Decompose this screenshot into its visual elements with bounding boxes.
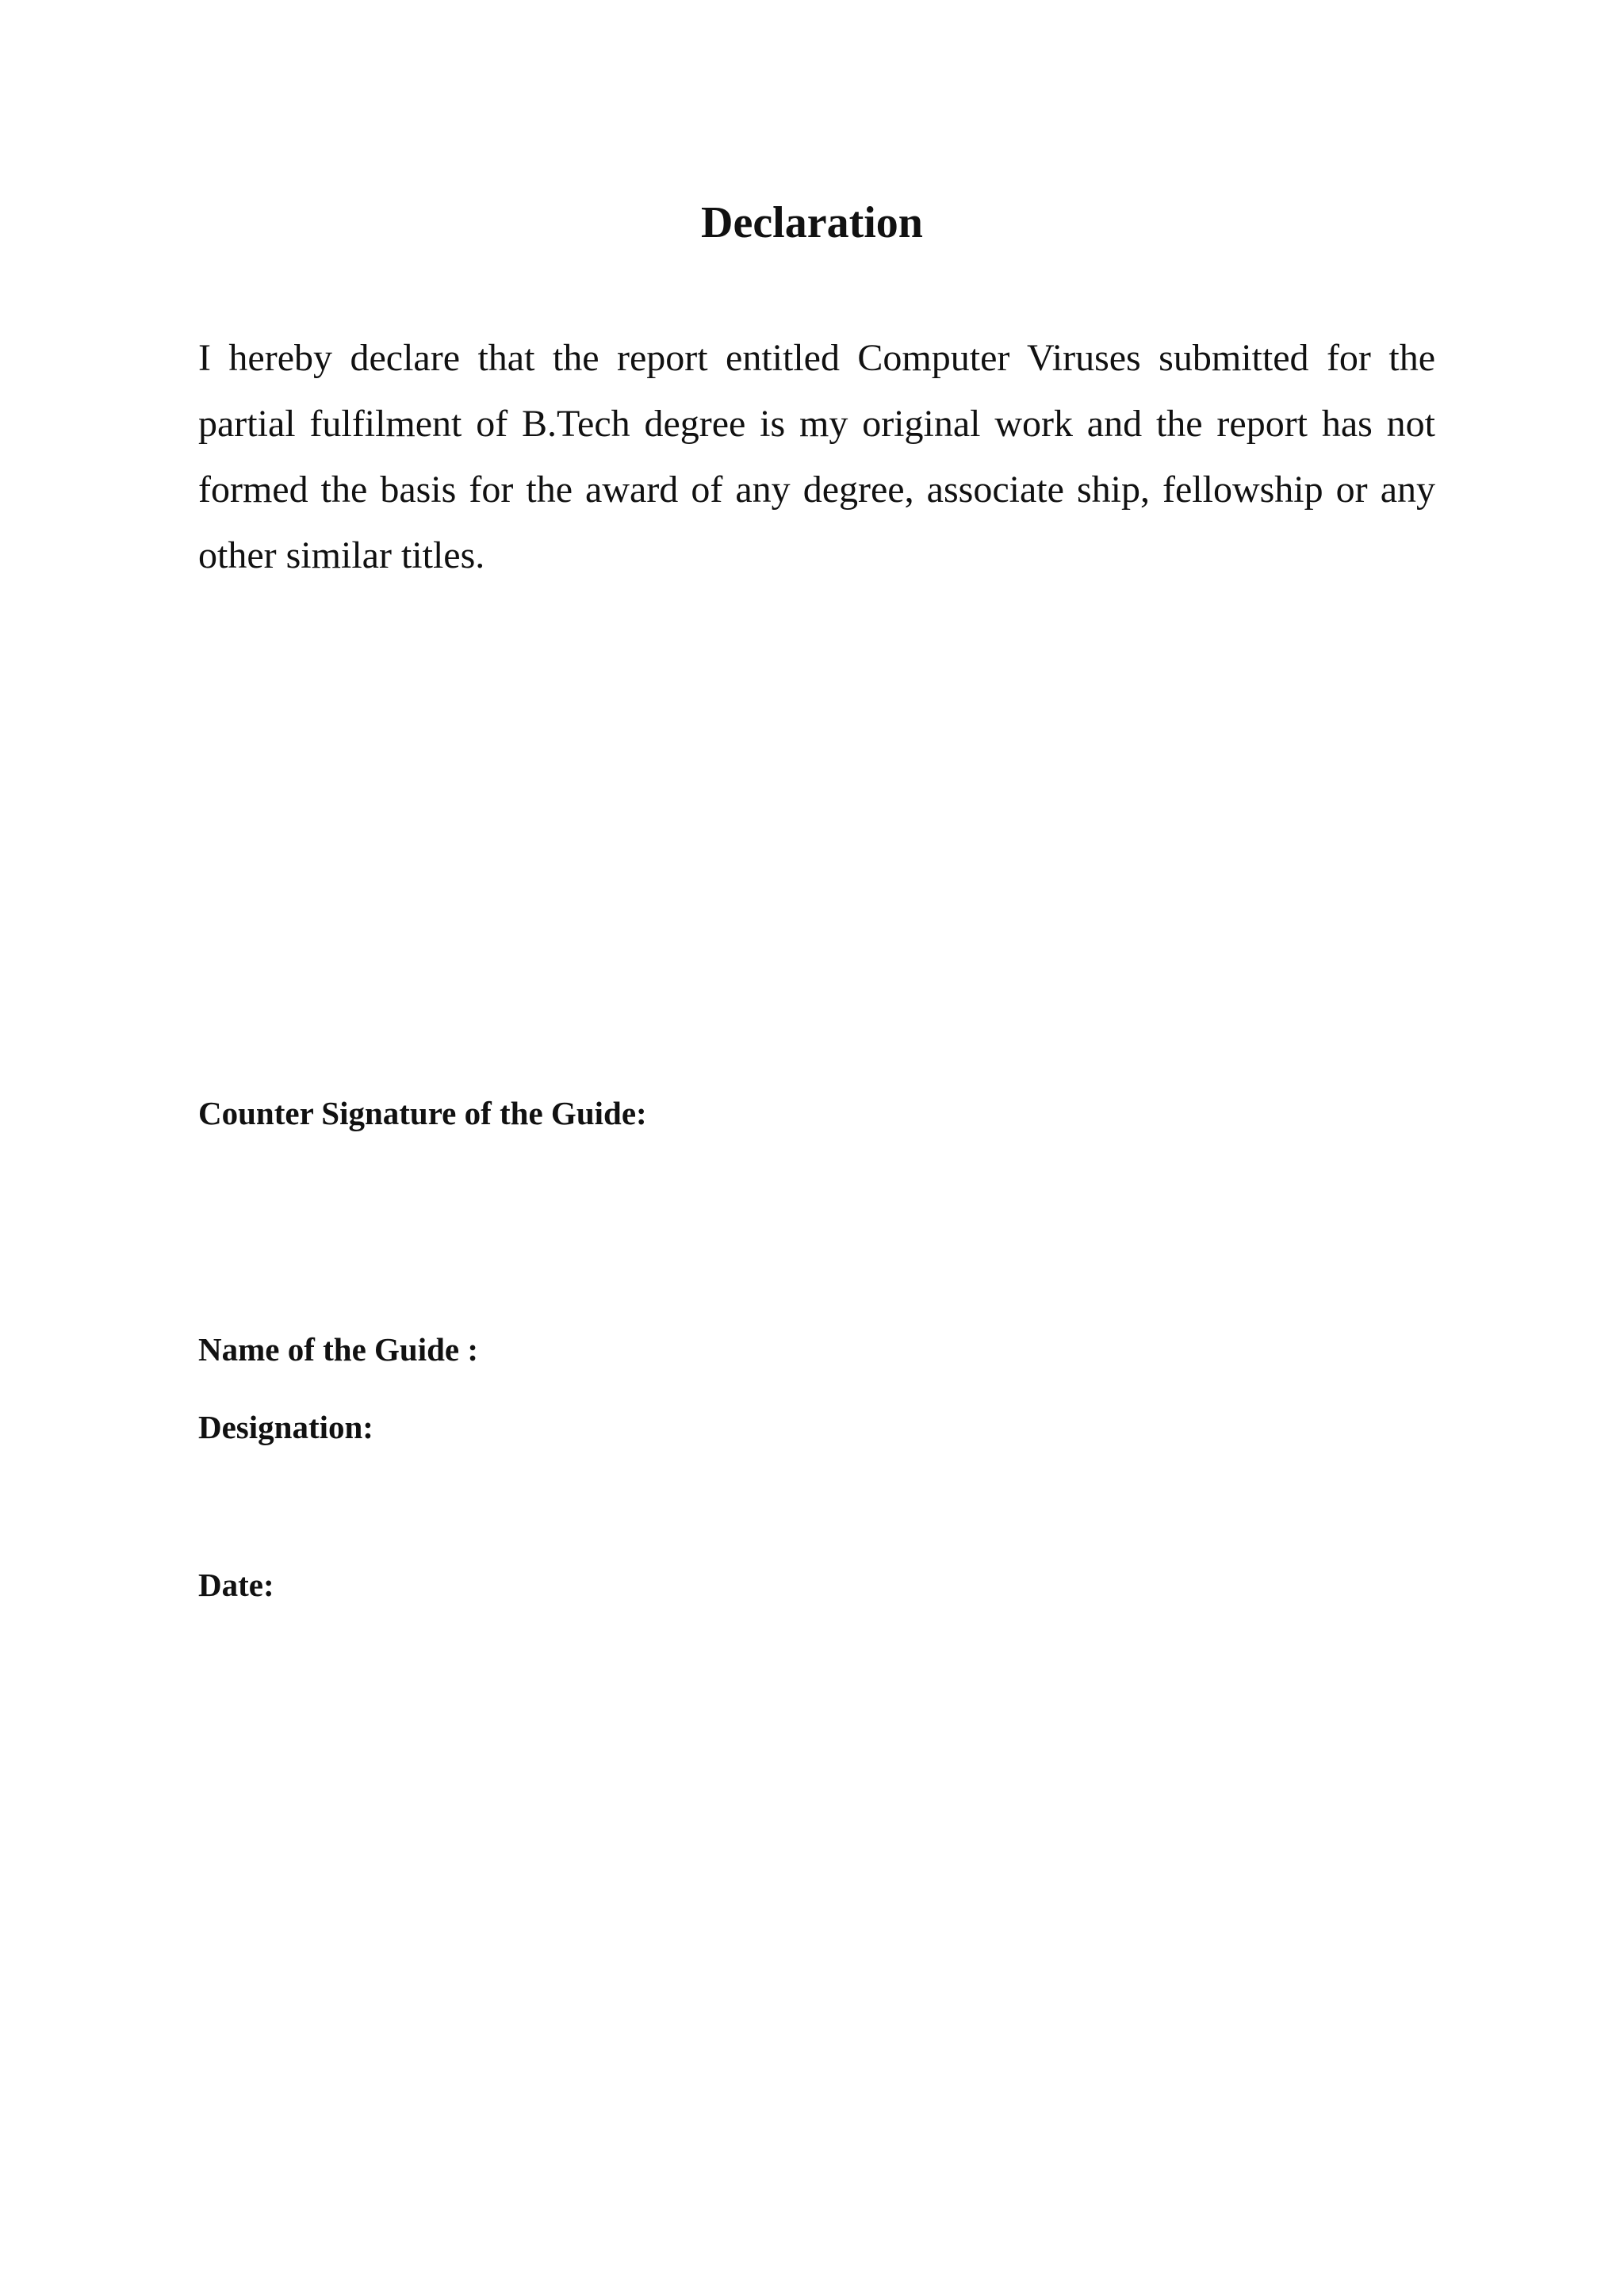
paragraph-line: partial fulfilment of B.Tech degree is my original work and the report has not bbox=[198, 403, 1435, 445]
guide-name-label: Name of the Guide : bbox=[198, 1331, 479, 1368]
paragraph-line: other similar titles. bbox=[198, 534, 485, 576]
declaration-paragraph bbox=[198, 325, 1435, 588]
designation-label: Designation: bbox=[198, 1409, 373, 1445]
paragraph-line: I hereby declare that the report entitled Computer Viruses submitted for the bbox=[198, 337, 1435, 379]
paragraph-line: formed the basis for the award of any degree, associate ship, fellowship or any bbox=[198, 469, 1435, 511]
counter-signature-label: Counter Signature of the Guide: bbox=[198, 1095, 647, 1131]
date-label: Date: bbox=[198, 1567, 274, 1603]
page-title: Declaration bbox=[701, 198, 923, 247]
